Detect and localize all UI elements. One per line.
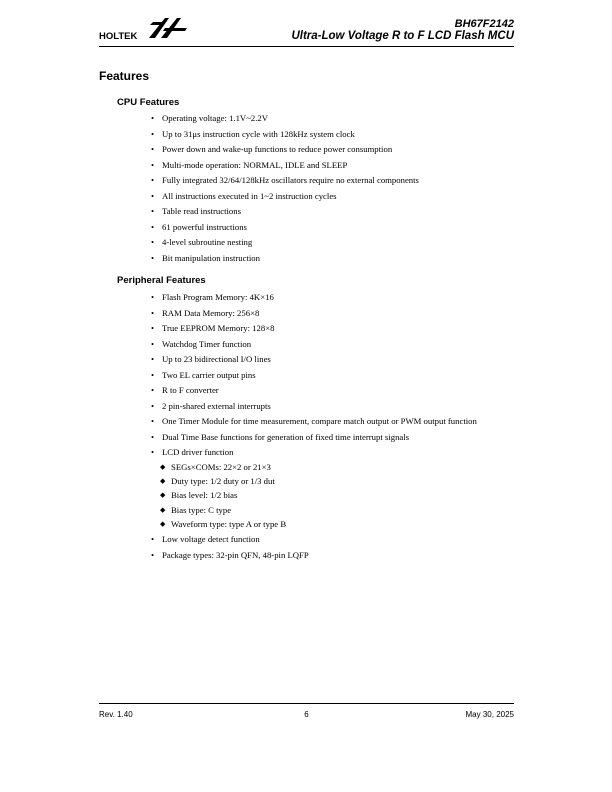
sub-list-item: ◆ Waveform type: type A or type B — [160, 518, 287, 529]
page-footer — [99, 703, 514, 719]
list-item: • Multi-mode operation: NORMAL, IDLE and SLEEP — [151, 159, 348, 170]
list-item: • Table read instructions — [151, 206, 242, 216]
peripheral-features-list — [150, 292, 477, 463]
list-item: • Watchdog Timer function — [151, 338, 252, 349]
cpu-features-list — [150, 113, 419, 268]
list-item: • Fully integrated 32/64/128kHz oscillators require no external components — [151, 175, 419, 185]
page-number: 6 — [304, 710, 309, 719]
cpu-features-heading: CPU Features — [117, 97, 180, 108]
list-item: • One Timer Module for time measurement, compare match output or PWM output function — [151, 416, 477, 426]
list-item: • 2 pin-shared external interrupts — [151, 400, 271, 411]
list-item: • True EEPROM Memory: 128×8 — [151, 323, 275, 333]
list-item: • LCD driver function — [151, 447, 234, 457]
list-item: • 61 powerful instructions — [151, 221, 247, 232]
document-date: May 30, 2025 — [465, 710, 514, 719]
list-item: • Bit manipulation instruction — [151, 252, 260, 263]
peripheral-features-heading: Peripheral Features — [117, 275, 206, 286]
lcd-driver-sublist — [150, 462, 286, 533]
sub-list-item: ◆ SEGs×COMs: 22×2 or 21×3 — [160, 462, 271, 472]
peripheral-features-list-continued — [150, 534, 309, 565]
list-item: • Package types: 32-pin QFN, 48-pin LQFP — [151, 549, 309, 560]
sub-list-item: ◆ Duty type: 1/2 duty or 1/3 dut — [160, 476, 275, 487]
list-item: • Operating voltage: 1.1V~2.2V — [151, 113, 269, 123]
list-item: • Up to 23 bidirectional I/O lines — [151, 354, 271, 364]
header-titles — [291, 18, 514, 43]
holtek-logo — [99, 14, 189, 42]
list-item: • R to F converter — [151, 385, 219, 395]
list-item: • Power down and wake-up functions to reduce power consumption — [151, 144, 393, 154]
list-item: • Up to 31μs instruction cycle with 128kHz system clock — [151, 128, 355, 139]
sub-list-item: ◆ Bias level: 1/2 bias — [160, 490, 238, 501]
list-item: • Flash Program Memory: 4K×16 — [151, 292, 274, 302]
svg-text:HOLTEK: HOLTEK — [99, 31, 138, 42]
list-item: • RAM Data Memory: 256×8 — [151, 307, 260, 318]
document-title: Ultra-Low Voltage R to F LCD Flash MCU — [291, 30, 514, 42]
revision-label: Rev. 1.40 — [99, 710, 133, 719]
part-number: BH67F2142 — [454, 18, 514, 30]
page-header — [99, 14, 514, 47]
list-item: • All instructions executed in 1~2 instruction cycles — [151, 190, 337, 201]
list-item: • Dual Time Base functions for generation of fixed time interrupt signals — [151, 431, 410, 442]
list-item: • Two EL carrier output pins — [151, 369, 256, 380]
list-item: • 4-level subroutine nesting — [151, 237, 253, 247]
sub-list-item: ◆ Bias type: C type — [160, 504, 232, 515]
section-title: Features — [99, 69, 150, 83]
list-item: • Low voltage detect function — [151, 534, 260, 544]
